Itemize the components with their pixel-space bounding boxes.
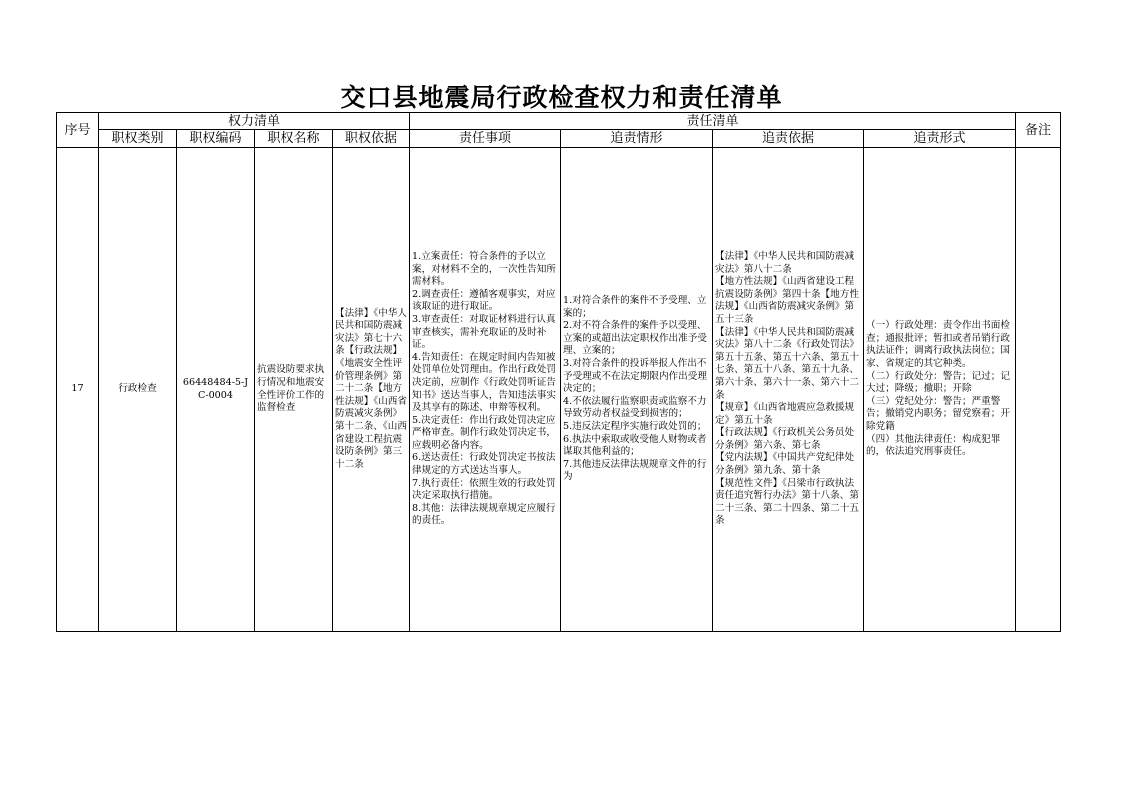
accountability-basis-item: 【行政法规】《行政机关公务员处分条例》第六条、第七条 bbox=[715, 427, 855, 451]
accountability-case: 5.违反法定程序实施行政处罚的； bbox=[563, 420, 707, 432]
header-power-name: 职权名称 bbox=[255, 130, 333, 148]
accountability-basis-item: 【党内法规】《中国共产党纪律处分条例》第九条、第十条 bbox=[715, 452, 855, 477]
row-remarks bbox=[1016, 148, 1061, 632]
header-accountability-forms: 追责形式 bbox=[864, 130, 1016, 148]
accountability-case: 2.对不符合条件的案件予以受理、立案的或超出法定职权作出准予受理、立案的； bbox=[563, 320, 707, 357]
header-row-1 bbox=[57, 113, 1061, 130]
duty-item: 2.调查责任：遵循客观事实，对应该取证的进行取证。 bbox=[412, 288, 556, 313]
accountability-form: （三）党纪处分：警告；严重警告；撤销党内职务；留党察看；开除党籍 bbox=[866, 395, 1010, 432]
row-accountability-forms bbox=[864, 148, 1016, 632]
row-power-type: 行政检查 bbox=[99, 148, 177, 632]
header-accountability-basis: 追责依据 bbox=[713, 130, 864, 148]
header-power-list: 权力清单 bbox=[99, 113, 410, 130]
row-power-code: 66448484-5-JC-0004 bbox=[177, 148, 255, 632]
row-duty-items bbox=[410, 148, 561, 632]
duty-item: 8.其他：法律法规规章规定应履行的责任。 bbox=[412, 502, 556, 527]
table-row bbox=[57, 148, 1061, 632]
row-power-basis: 【法律】《中华人民共和国防震减灾法》第七十六条【行政法规】《地震安全性评价管理条例》第二十二条【地方性法规】《山西省防震减灾条例》第十二条、《山西省建设工程抗震设防条例》第三十二条 bbox=[333, 148, 410, 632]
accountability-basis-item: 【法律】《中华人民共和国防震减灾法》第八十二条 bbox=[715, 250, 855, 275]
row-seq: 17 bbox=[57, 148, 99, 632]
header-remarks: 备注 bbox=[1016, 113, 1061, 148]
accountability-basis-item: 【地方性法规】《山西省建设工程抗震设防条例》第四十条【地方性法规】《山西省防震减灾条例》第五十三条 bbox=[715, 276, 859, 325]
header-responsibility-list: 责任清单 bbox=[410, 113, 1016, 130]
accountability-form: （一）行政处理：责令作出书面检查；通报批评；暂扣或者吊销行政执法证件；调离行政执法岗位；国家、省规定的其它种类。 bbox=[866, 320, 1010, 370]
duty-item: 4.告知责任：在规定时间内告知被处罚单位处罚理由。作出行政处罚决定前，应制作《行政处罚听证告知书》送达当事人，告知违法事实及其享有的陈述、申辩等权利。 bbox=[412, 351, 556, 414]
header-power-code: 职权编码 bbox=[177, 130, 255, 148]
accountability-basis-item: 【规章】《山西省地震应急救援规定》第五十条 bbox=[715, 402, 855, 426]
page-title: 交口县地震局行政检查权力和责任清单 bbox=[340, 83, 783, 112]
duty-item: 6.送达责任：行政处罚决定书按法律规定的方式送达当事人。 bbox=[412, 452, 556, 477]
header-power-basis: 职权依据 bbox=[333, 130, 410, 148]
accountability-case: 6.执法中索取或收受他人财物或者谋取其他利益的； bbox=[563, 433, 707, 458]
duty-item: 3.审查责任：对取证材料进行认真审查核实，需补充取证的及时补证。 bbox=[412, 313, 556, 351]
header-duty-items: 责任事项 bbox=[410, 130, 561, 148]
power-responsibility-table bbox=[56, 112, 1061, 632]
accountability-form: （四）其他法律责任：构成犯罪的，依法追究刑事责任。 bbox=[866, 433, 1001, 458]
row-power-name: 抗震设防要求执行情况和地震安全性评价工作的监督检查 bbox=[255, 148, 333, 632]
duty-item: 7.执行责任：依照生效的行政处罚决定采取执行措施。 bbox=[412, 477, 556, 502]
header-row-2 bbox=[57, 130, 1061, 148]
accountability-basis-item: 【法律】《中华人民共和国防震减灾法》第八十二条《行政处罚法》第五十五条、第五十六条、第五十七条、第五十八条、第五十九条、第六十条、第六十一条、第六十二条 bbox=[715, 326, 859, 401]
duty-item: 5.决定责任：作出行政处罚决定应严格审查。制作行政处罚决定书，应载明必备内容。 bbox=[412, 414, 556, 451]
header-power-type: 职权类别 bbox=[99, 130, 177, 148]
accountability-form: （二）行政处分：警告；记过；记大过；降级；撤职；开除 bbox=[866, 370, 1010, 395]
row-accountability-cases bbox=[561, 148, 713, 632]
accountability-case: 7.其他违反法律法规规章文件的行为 bbox=[563, 458, 707, 483]
accountability-basis-item: 【规范性文件】《吕梁市行政执法责任追究暂行办法》第十八条、第二十三条、第二十四条、第二十五条 bbox=[715, 477, 859, 527]
header-accountability-cases: 追责情形 bbox=[561, 130, 713, 148]
header-seq: 序号 bbox=[57, 113, 99, 148]
accountability-case: 4.不依法履行监察职责或监察不力导致劳动者权益受到损害的； bbox=[563, 395, 707, 420]
row-accountability-basis bbox=[713, 148, 864, 632]
accountability-case: 3.对符合条件的投诉举报人作出不予受理或不在法定期限内作出受理决定的； bbox=[563, 358, 707, 395]
accountability-case: 1.对符合条件的案件不予受理、立案的； bbox=[563, 295, 707, 319]
duty-item: 1.立案责任：符合条件的予以立案，对材料不全的，一次性告知所需材料。 bbox=[412, 250, 556, 288]
